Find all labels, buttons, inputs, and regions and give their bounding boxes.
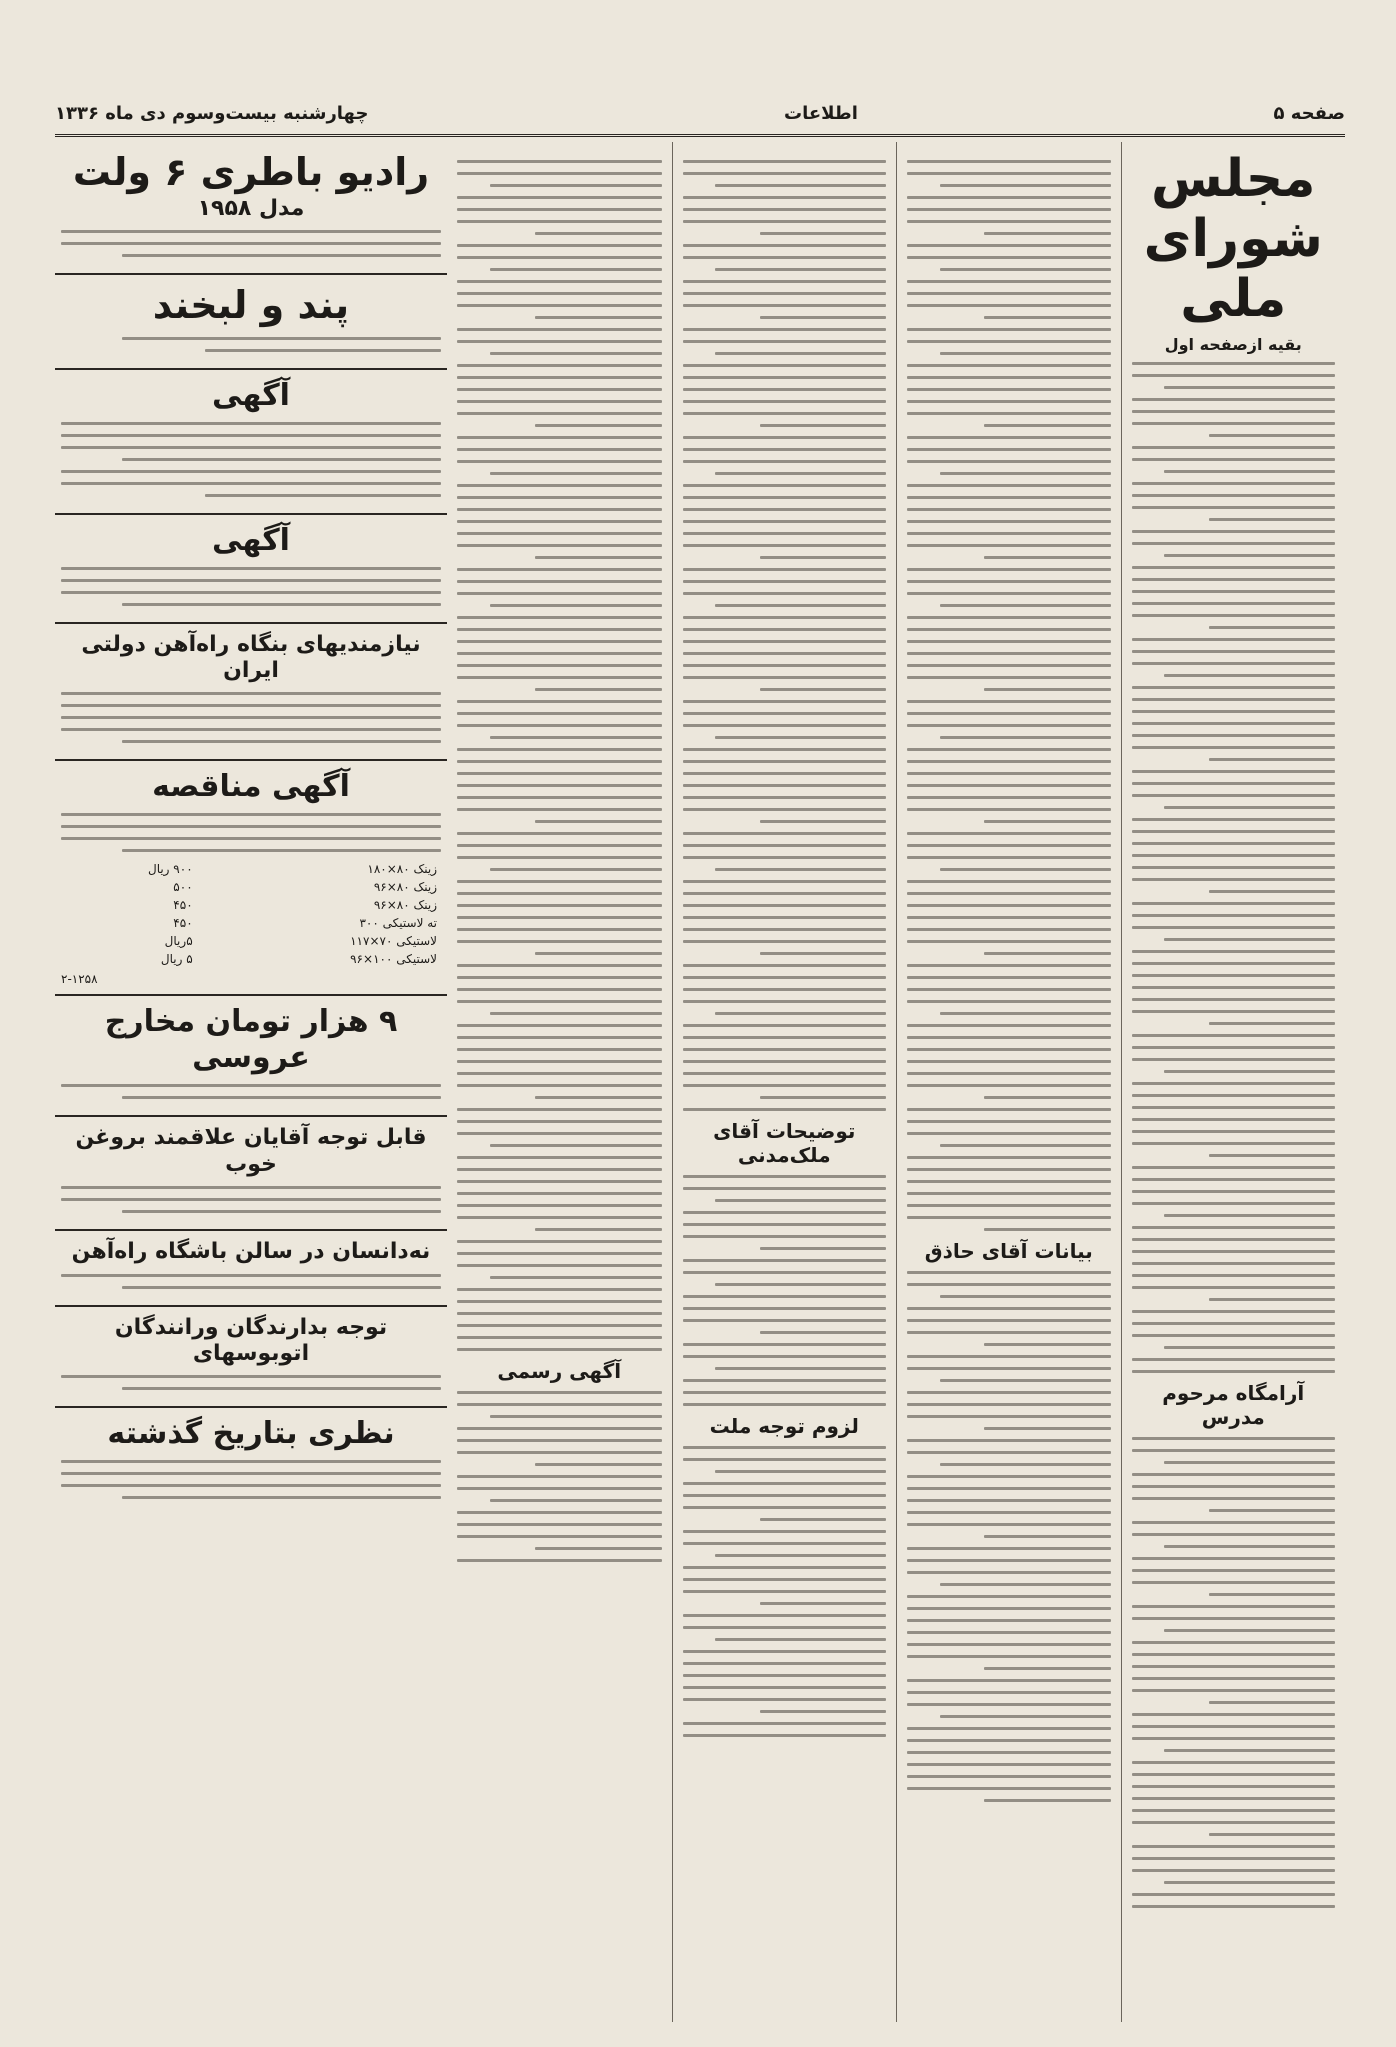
ads-column <box>55 142 447 2022</box>
article-body <box>907 160 1111 1231</box>
column-2 <box>896 142 1121 2022</box>
ad-paint <box>55 1117 447 1231</box>
ad-notice-1 <box>55 370 447 515</box>
section-heading-official: آگهی رسمی <box>497 1359 622 1383</box>
ad-rail-hall-title: نه‌دانسان در سالن باشگاه راه‌آهن <box>71 1239 431 1265</box>
ad-history <box>55 1408 447 1515</box>
ad-car-owners <box>55 1307 447 1409</box>
article-body <box>1132 362 1336 1373</box>
ad-rail-hall <box>55 1231 447 1306</box>
article-body <box>457 160 662 1351</box>
continuation-note: بقیه ازصفحه اول <box>1164 335 1302 355</box>
price-row: زینک ۸۰×۹۶ ۴۵۰ <box>173 898 437 913</box>
main-headline: مجلس شورای ملی <box>1143 149 1323 329</box>
ad-radio <box>55 142 447 275</box>
official-notice-body <box>457 1391 662 1562</box>
ad-humor <box>55 275 447 370</box>
masthead <box>55 92 1345 137</box>
paper-name: اطلاعات <box>783 102 858 124</box>
ad-radio-model: مدل ۱۹۵۸ <box>197 195 305 221</box>
ad-wedding <box>55 996 447 1117</box>
ad-radio-title: رادیو باطری ۶ ولت <box>72 150 430 194</box>
price-row: زینک ۸۰×۱۸۰ ۹۰۰ ریال <box>147 862 437 877</box>
ad-history-title: نظری بتاریخ گذشته <box>107 1416 395 1452</box>
ad-car-owners-body <box>61 1375 441 1390</box>
price-row: لاستیکی ۱۰۰×۹۶ ۵ ریال <box>160 952 437 967</box>
article-body-tail <box>683 1446 887 1737</box>
section-heading-ending: آرامگاه مرحوم مدرس <box>1162 1381 1305 1430</box>
page-number: صفحه ۵ <box>1273 102 1345 124</box>
ad-notice-1-body <box>61 422 441 497</box>
article-body <box>683 160 887 1111</box>
column-1 <box>1121 142 1346 2022</box>
section-heading-interpellation: توضیحات آقای ملک‌مدنی <box>713 1119 856 1167</box>
ad-wedding-title: ۹ هزار تومان مخارج عروسی <box>104 1004 398 1076</box>
ad-rail-tender <box>55 624 447 762</box>
article-columns <box>447 142 1345 2022</box>
ad-rail-hall-body <box>61 1274 441 1289</box>
column-4 <box>447 142 672 2022</box>
ad-humor-title: پند و لبخند <box>152 282 350 327</box>
article-body-tail <box>1132 1437 1336 1908</box>
ad-radio-body <box>61 230 441 257</box>
ad-history-body <box>61 1460 441 1499</box>
price-row: زینک ۸۰×۹۶ ۵۰۰ <box>173 880 437 895</box>
section-heading-statement: بیانات آقای حاذق <box>924 1239 1093 1263</box>
ad-tender-body <box>61 813 441 852</box>
ad-wedding-body <box>61 1084 441 1099</box>
article-body-tail <box>907 1271 1111 1802</box>
ad-reference-number: ۲-۱۲۵۸ <box>61 972 98 987</box>
ad-tender-title: آگهی مناقصه <box>152 769 350 805</box>
ad-tender <box>55 761 447 996</box>
ad-paint-body <box>61 1186 441 1213</box>
ad-car-owners-title: توجه بدارندگان ورانندگان اتوبوسهای <box>114 1314 388 1366</box>
article-body-mid <box>683 1175 887 1406</box>
price-row: لاستیکی ۷۰×۱۱۷ ۵ریال <box>164 934 437 949</box>
ad-rail-tender-body <box>61 692 441 743</box>
ad-notice-2-body <box>61 567 441 606</box>
ad-notice-2 <box>55 515 447 624</box>
price-row: ته لاستیکی ۳۰۰ ۴۵۰ <box>173 916 437 931</box>
ad-paint-title: قابل توجه آقایان علاقمند بروغن خوب <box>75 1125 427 1177</box>
column-3 <box>672 142 897 2022</box>
section-heading-agenda: لزوم توجه ملت <box>709 1414 859 1438</box>
ad-notice-2-title: آگهی <box>212 522 290 558</box>
price-table <box>61 860 441 968</box>
issue-date: چهارشنبه بیست‌وسوم دی ماه ۱۳۳۶ <box>55 102 369 124</box>
ad-rail-tender-title: نیازمندیهای بنگاه راه‌آهن دولتی ایران <box>81 631 421 683</box>
ad-humor-body <box>61 337 441 352</box>
ad-notice-1-title: آگهی <box>212 377 290 413</box>
